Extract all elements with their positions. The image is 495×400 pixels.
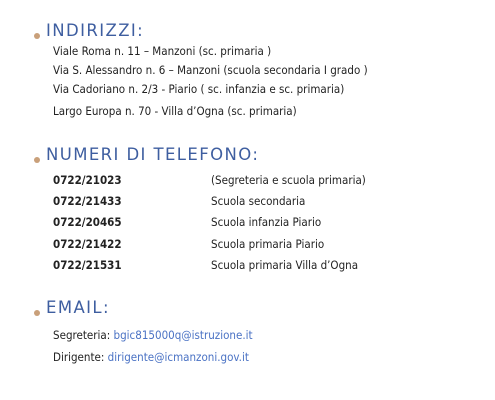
bullet-icon [34,33,40,39]
phone-description: Scuola infanzia Piario [211,215,322,229]
email-row-segreteria [53,328,253,342]
address-line: Largo Europa n. 70 - Villa d’Ogna (sc. primaria) [53,104,297,118]
addresses-heading: INDIRIZZI: [46,21,145,40]
address-line: Via S. Alessandro n. 6 – Manzoni (scuola secondaria I grado ) [53,63,368,77]
bullet-icon [34,310,40,316]
email-heading: EMAIL: [46,298,110,317]
email-link-dirigente[interactable]: dirigente@icmanzoni.gov.it [107,350,249,364]
phone-number: 0722/21023 [53,173,122,187]
address-line: Viale Roma n. 11 – Manzoni (sc. primaria ) [53,44,272,58]
phone-description: (Segreteria e scuola primaria) [211,173,366,187]
address-line: Via Cadoriano n. 2/3 - Piario ( sc. infanzia e sc. primaria) [53,82,345,96]
phone-number: 0722/21422 [53,237,122,251]
email-row-dirigente [53,350,249,364]
phone-description: Scuola primaria Villa d’Ogna [211,258,359,272]
email-label: Segreteria: [53,328,114,342]
phone-number: 0722/20465 [53,215,122,229]
phone-description: Scuola secondaria [211,194,306,208]
email-label: Dirigente: [53,350,108,364]
bullet-icon [34,157,40,163]
phone-description: Scuola primaria Piario [211,237,325,251]
phone-number: 0722/21531 [53,258,122,272]
phone-number: 0722/21433 [53,194,122,208]
email-link-segreteria[interactable]: bgic815000q@istruzione.it [113,328,253,342]
phones-heading: NUMERI DI TELEFONO: [46,145,260,164]
